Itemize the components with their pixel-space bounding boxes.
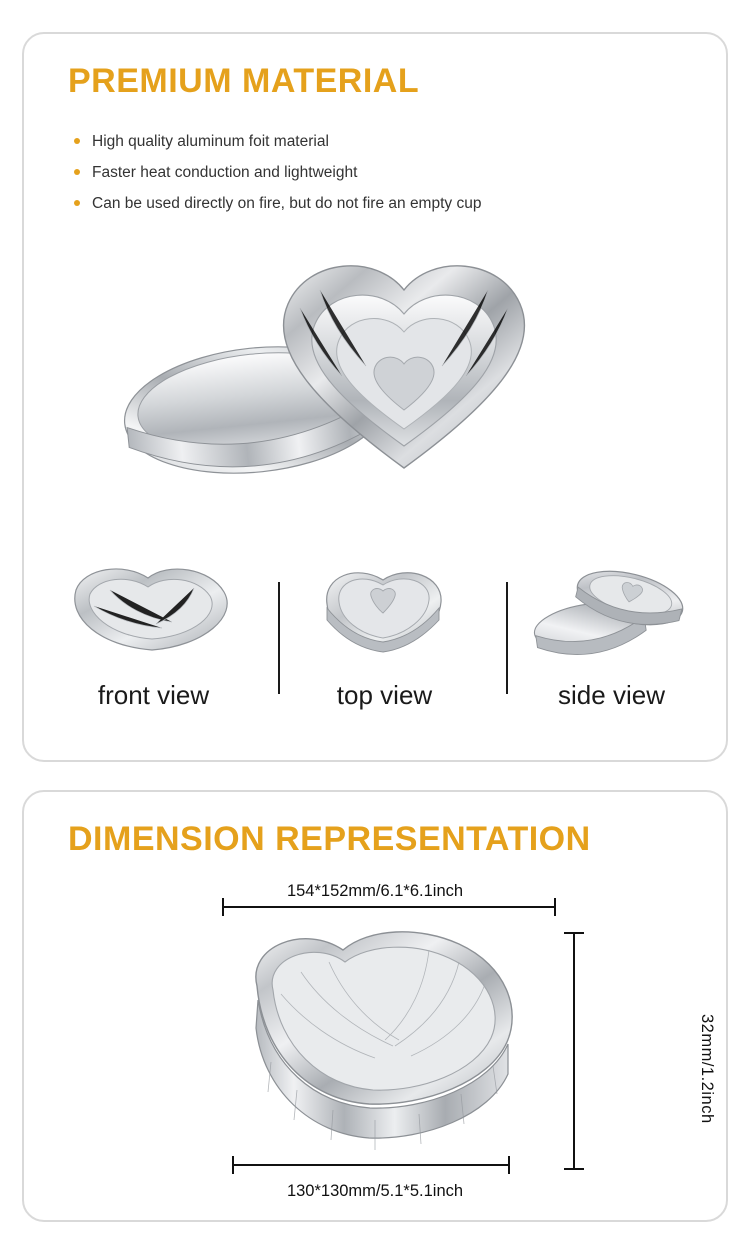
foil-heart-pan-top-view-icon: [285, 554, 485, 669]
page-title-dimension: DIMENSION REPRESENTATION: [68, 820, 591, 858]
product-views-row: [24, 554, 726, 764]
view-label-top: top view: [336, 680, 433, 710]
bullet-text: Can be used directly on fire, but do not fire an empty cup: [92, 195, 482, 212]
bullet-dot-icon: [74, 200, 80, 206]
view-front: [36, 554, 271, 711]
dimension-representation-panel: [22, 790, 728, 1222]
dimension-height-label: 32mm/1.2inch: [698, 1014, 716, 1124]
dimension-top-cap-left: [222, 898, 224, 916]
dimension-bottom-cap-right: [508, 1156, 510, 1174]
view-top: [267, 554, 502, 711]
list-item: [70, 188, 481, 219]
list-item: [70, 157, 481, 188]
dimension-bottom-rule: [232, 1164, 510, 1166]
bullet-dot-icon: [74, 169, 80, 175]
hero-product-image: [24, 234, 726, 554]
heart-foil-pan-dimension-icon: [214, 920, 564, 1170]
view-label-front: front view: [97, 680, 210, 710]
foil-heart-pan-front-view-icon: [54, 554, 254, 669]
premium-material-panel: [22, 32, 728, 762]
dimension-height-cap-top: [564, 932, 584, 934]
dimension-diagram: [24, 862, 726, 1222]
dimension-top-cap-right: [554, 898, 556, 916]
stacked-heart-foil-pans-icon: [24, 234, 730, 554]
foil-heart-pan-side-view-icon: [502, 554, 722, 669]
dimension-height-rule: [573, 932, 575, 1170]
view-label-side: side view: [558, 680, 665, 710]
feature-bullet-list: [70, 126, 481, 219]
page-title-premium: PREMIUM MATERIAL: [68, 62, 420, 100]
dimension-top-label: 154*152mm/6.1*6.1inch: [286, 882, 464, 900]
dimension-bottom-cap-left: [232, 1156, 234, 1174]
bullet-dot-icon: [74, 138, 80, 144]
bullet-text: High quality aluminum foit material: [92, 133, 329, 150]
bullet-text: Faster heat conduction and lightweight: [92, 164, 358, 181]
view-side: [494, 554, 729, 711]
dimension-bottom-label: 130*130mm/5.1*5.1inch: [286, 1182, 464, 1200]
list-item: [70, 126, 481, 157]
dimension-top-rule: [222, 906, 556, 908]
dimension-height-cap-bottom: [564, 1168, 584, 1170]
